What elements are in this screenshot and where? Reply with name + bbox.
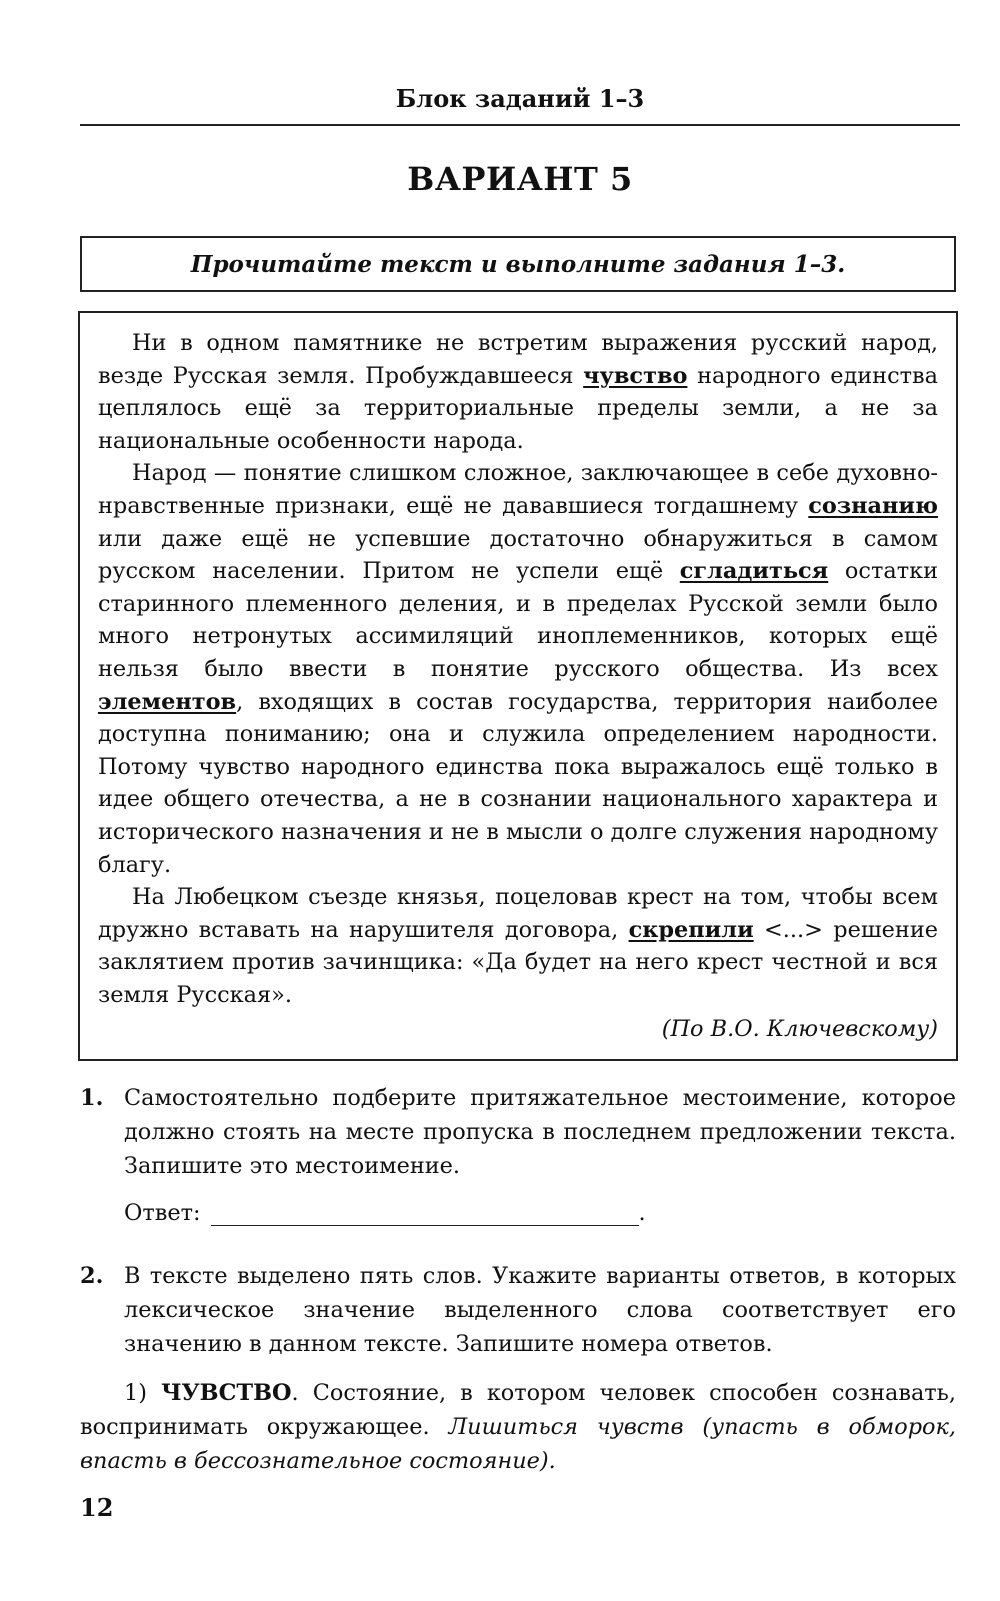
- task-2-option-1: [80, 1376, 956, 1478]
- answer-label: Ответ:: [124, 1200, 201, 1226]
- running-title: Блок заданий 1–3: [395, 84, 645, 113]
- text-paragraph-3: [98, 881, 938, 1011]
- page-number: 12: [80, 1493, 114, 1522]
- reading-text-box: [78, 311, 958, 1061]
- text-fragment: Народ — понятие слишком сложное, заключающее в себе духовно-нравственные признаки, ещё не дававшиеся тогдашнему: [98, 460, 938, 519]
- text-fragment: <...> решение заклятием против зачинщика: «Да будет на него крест честной и вся земля Русская».: [98, 916, 938, 1008]
- text-paragraph-2: [98, 457, 938, 881]
- keyword-skrepili: скрепили: [628, 916, 754, 943]
- task-1-text: Самостоятельно подберите притяжательное местоимение, которое должно стоять на месте пропуска в последнем предложении текста. Запишите это местоимение.: [124, 1085, 956, 1179]
- keyword-elementov: элементов: [98, 688, 237, 715]
- keyword-sgladitsya: сгладиться: [679, 558, 829, 585]
- text-fragment: На Любецком съезде князья, поцеловав крест на том, чтобы всем дружно вставать на нарушителя договора,: [98, 884, 938, 943]
- task-2-text: В тексте выделено пять слов. Укажите варианты ответов, в которых лексическое значение выделенного слова соответствует его значению в данном тексте. Запишите номера ответов.: [124, 1263, 956, 1357]
- instruction-text: Прочитайте текст и выполните задания 1–3.: [190, 250, 846, 278]
- text-attribution: (По В.О. Ключевскому): [661, 1016, 938, 1043]
- text-fragment: остатки старинного племенного деления, и в пределах Русской земли было много нетронутых ассимиляций иноплеменников, которых ещё нельзя было ввести в понятие русского общества. Из всех: [98, 558, 938, 682]
- instruction-box: [80, 236, 956, 292]
- task-1-number: 1.: [80, 1085, 104, 1111]
- header-rule: [80, 124, 960, 126]
- option-headword: ЧУВСТВО: [161, 1380, 292, 1406]
- task-2-number: 2.: [80, 1263, 104, 1289]
- keyword-chuvstvo: чувство: [583, 362, 688, 389]
- text-fragment: или даже ещё не успевшие достаточно обнаружиться в самом русском населении. Притом не успели ещё: [98, 525, 938, 585]
- option-definition: . Состояние, в котором человек способен сознавать, воспринимать окружающее.: [80, 1380, 956, 1440]
- text-paragraph-1: [98, 327, 938, 457]
- option-index: 1): [124, 1380, 147, 1406]
- answer-period: .: [638, 1200, 646, 1226]
- text-fragment: народного единства цеплялось ещё за территориальные пределы земли, а не за национальные особенности народа.: [98, 362, 938, 454]
- variant-title: ВАРИАНТ 5: [407, 160, 633, 198]
- text-fragment: , входящих в состав государства, территория наиболее доступна пониманию; она и служила определением народности. Потому чувство народного единства пока выражалось ещё только в идее общего отечества, а не в сознании национального характера и исторического назначения и не в мысли о долге служения народному благу.: [98, 688, 938, 878]
- task-1: [80, 1081, 956, 1183]
- task-2: [80, 1259, 956, 1361]
- answer-field[interactable]: [211, 1201, 639, 1226]
- keyword-soznaniyu: сознанию: [808, 492, 938, 519]
- answer-row: [124, 1200, 646, 1226]
- text-fragment: Ни в одном памятнике не встретим выражения русский народ, везде Русская земля. Пробуждавшееся: [98, 330, 938, 389]
- option-example: Лишиться чувств (упасть в обморок, впасть в бессознательное состояние).: [80, 1414, 956, 1474]
